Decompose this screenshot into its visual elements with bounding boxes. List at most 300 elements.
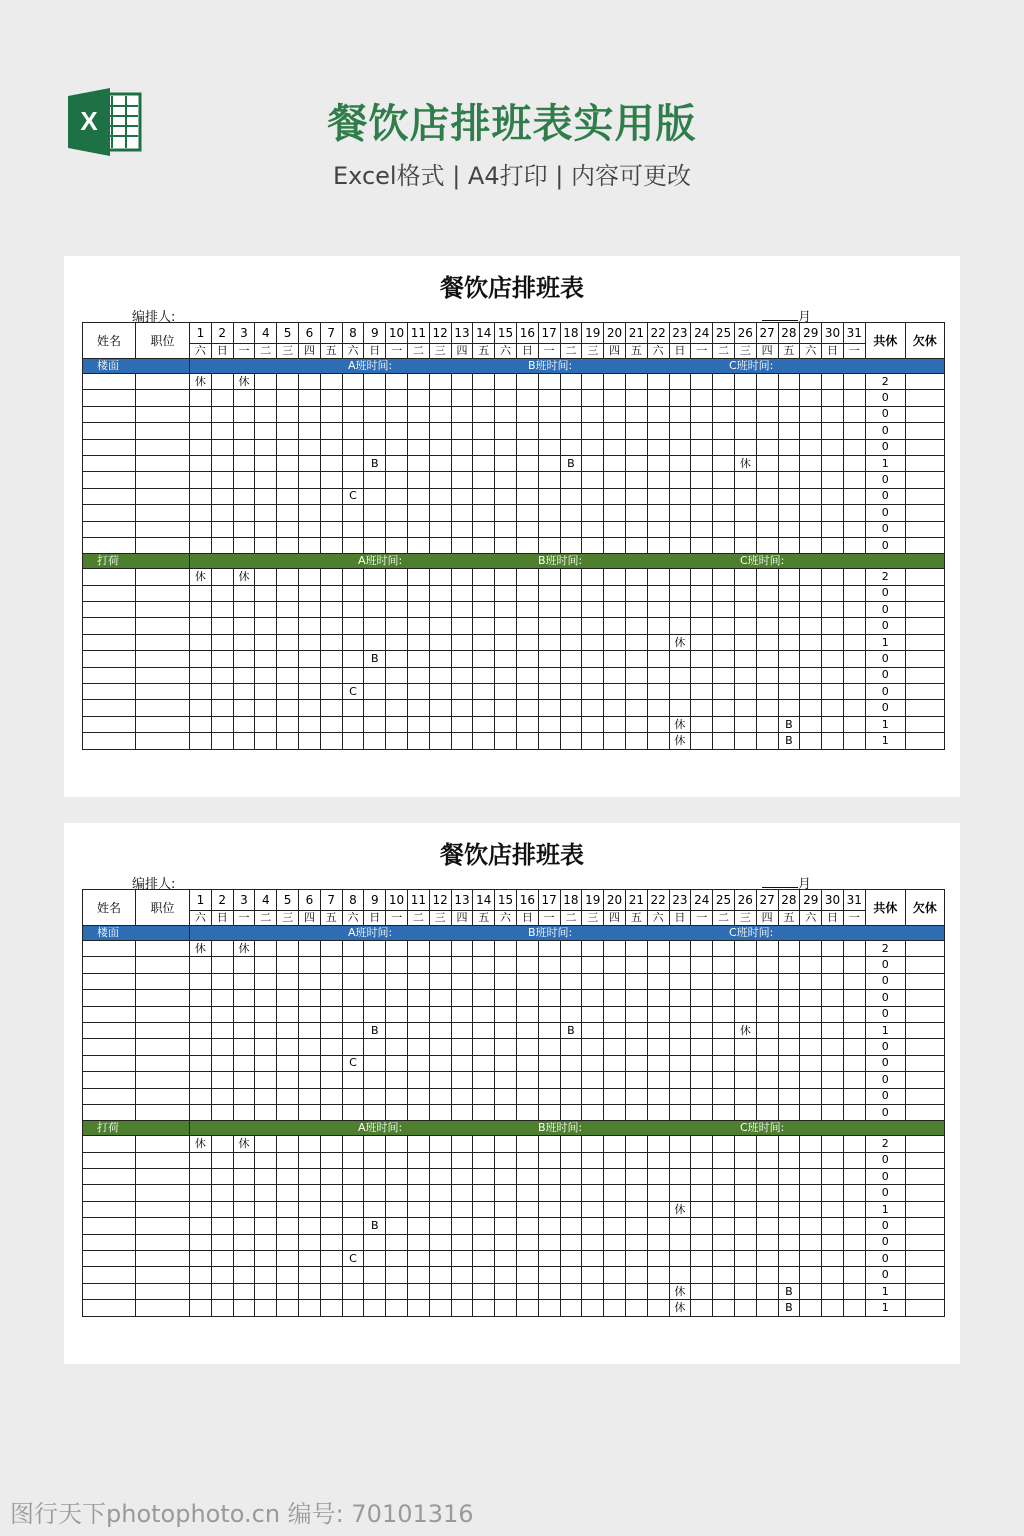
shift-cell[interactable]: [691, 651, 713, 667]
shift-cell[interactable]: [233, 537, 255, 553]
shift-cell[interactable]: [691, 990, 713, 1006]
shift-cell[interactable]: [495, 472, 517, 488]
shift-cell[interactable]: [538, 602, 560, 618]
shift-cell[interactable]: [277, 1152, 299, 1168]
shift-cell[interactable]: [778, 651, 800, 667]
shift-cell[interactable]: [451, 1104, 473, 1120]
shift-cell[interactable]: [429, 406, 451, 422]
shift-cell[interactable]: [669, 684, 691, 700]
shift-cell[interactable]: [386, 667, 408, 683]
shift-cell[interactable]: [647, 941, 669, 957]
shift-cell[interactable]: [604, 1251, 626, 1267]
shift-cell[interactable]: [451, 634, 473, 650]
shift-cell[interactable]: [582, 1300, 604, 1316]
shift-cell[interactable]: [538, 569, 560, 585]
shift-cell[interactable]: [298, 684, 320, 700]
shift-cell[interactable]: [713, 1169, 735, 1185]
shift-cell[interactable]: [669, 990, 691, 1006]
shift-cell[interactable]: [800, 1039, 822, 1055]
shift-cell[interactable]: [190, 716, 212, 732]
shift-cell[interactable]: [625, 1136, 647, 1152]
shift-cell[interactable]: [277, 406, 299, 422]
shift-cell[interactable]: [429, 1234, 451, 1250]
shift-cell[interactable]: [669, 1251, 691, 1267]
shift-cell[interactable]: [669, 1022, 691, 1038]
shift-cell[interactable]: [560, 488, 582, 504]
shift-cell[interactable]: 休: [669, 1283, 691, 1299]
shift-cell[interactable]: [407, 1039, 429, 1055]
shift-cell[interactable]: B: [364, 1022, 386, 1038]
shift-cell[interactable]: [277, 439, 299, 455]
shift-cell[interactable]: 休: [190, 941, 212, 957]
shift-cell[interactable]: [233, 406, 255, 422]
owed-rest-cell[interactable]: [905, 1055, 944, 1071]
shift-cell[interactable]: [734, 1267, 756, 1283]
owed-rest-cell[interactable]: [905, 1300, 944, 1316]
shift-cell[interactable]: [451, 973, 473, 989]
shift-cell[interactable]: [320, 1104, 342, 1120]
shift-cell[interactable]: [451, 667, 473, 683]
shift-cell[interactable]: [342, 667, 364, 683]
shift-cell[interactable]: [233, 1039, 255, 1055]
shift-cell[interactable]: [582, 1218, 604, 1234]
shift-cell[interactable]: [713, 1201, 735, 1217]
shift-cell[interactable]: [495, 1169, 517, 1185]
shift-cell[interactable]: [320, 1169, 342, 1185]
shift-cell[interactable]: [364, 1201, 386, 1217]
shift-cell[interactable]: [407, 1022, 429, 1038]
shift-cell[interactable]: [778, 957, 800, 973]
shift-cell[interactable]: [669, 1104, 691, 1120]
shift-cell[interactable]: [604, 634, 626, 650]
shift-cell[interactable]: [604, 585, 626, 601]
shift-cell[interactable]: [669, 423, 691, 439]
shift-cell[interactable]: [625, 618, 647, 634]
shift-cell[interactable]: [756, 1006, 778, 1022]
shift-cell[interactable]: [277, 634, 299, 650]
shift-cell[interactable]: [691, 1201, 713, 1217]
shift-cell[interactable]: [190, 455, 212, 471]
shift-cell[interactable]: [429, 733, 451, 749]
shift-cell[interactable]: [843, 537, 865, 553]
shift-cell[interactable]: [800, 1267, 822, 1283]
shift-cell[interactable]: [451, 423, 473, 439]
shift-cell[interactable]: [255, 700, 277, 716]
shift-cell[interactable]: [451, 472, 473, 488]
shift-cell[interactable]: [778, 488, 800, 504]
shift-cell[interactable]: [429, 667, 451, 683]
shift-cell[interactable]: [320, 1006, 342, 1022]
shift-cell[interactable]: [756, 585, 778, 601]
shift-cell[interactable]: [800, 1300, 822, 1316]
shift-cell[interactable]: [604, 716, 626, 732]
shift-cell[interactable]: [233, 1072, 255, 1088]
owed-rest-cell[interactable]: [905, 585, 944, 601]
shift-cell[interactable]: [342, 1234, 364, 1250]
shift-cell[interactable]: [669, 569, 691, 585]
shift-cell[interactable]: [625, 374, 647, 390]
shift-cell[interactable]: [800, 537, 822, 553]
shift-cell[interactable]: [734, 667, 756, 683]
employee-position-cell[interactable]: [136, 1039, 190, 1055]
shift-cell[interactable]: [647, 488, 669, 504]
shift-cell[interactable]: [473, 651, 495, 667]
employee-name-cell[interactable]: [83, 1201, 136, 1217]
shift-cell[interactable]: [560, 1039, 582, 1055]
shift-cell[interactable]: [822, 1072, 844, 1088]
shift-cell[interactable]: [800, 1022, 822, 1038]
shift-cell[interactable]: [495, 957, 517, 973]
shift-cell[interactable]: [822, 455, 844, 471]
shift-cell[interactable]: [364, 488, 386, 504]
employee-name-cell[interactable]: [83, 1072, 136, 1088]
shift-cell[interactable]: [582, 390, 604, 406]
shift-cell[interactable]: [734, 1185, 756, 1201]
shift-cell[interactable]: 休: [233, 1136, 255, 1152]
shift-cell[interactable]: [625, 423, 647, 439]
shift-cell[interactable]: [734, 973, 756, 989]
employee-name-cell[interactable]: [83, 505, 136, 521]
shift-cell[interactable]: [298, 521, 320, 537]
shift-cell[interactable]: [843, 1088, 865, 1104]
employee-position-cell[interactable]: [136, 1006, 190, 1022]
shift-cell[interactable]: [320, 1072, 342, 1088]
shift-cell[interactable]: [647, 569, 669, 585]
shift-cell[interactable]: [843, 733, 865, 749]
shift-cell[interactable]: [800, 651, 822, 667]
shift-cell[interactable]: [364, 1006, 386, 1022]
shift-cell[interactable]: [298, 1267, 320, 1283]
shift-cell[interactable]: [625, 941, 647, 957]
shift-cell[interactable]: [756, 1072, 778, 1088]
shift-cell[interactable]: [342, 990, 364, 1006]
shift-cell[interactable]: [364, 406, 386, 422]
shift-cell[interactable]: [756, 406, 778, 422]
owed-rest-cell[interactable]: [905, 1251, 944, 1267]
shift-cell[interactable]: [473, 374, 495, 390]
employee-position-cell[interactable]: [136, 1088, 190, 1104]
owed-rest-cell[interactable]: [905, 733, 944, 749]
shift-cell[interactable]: [822, 505, 844, 521]
shift-cell[interactable]: [843, 1218, 865, 1234]
shift-cell[interactable]: [756, 1088, 778, 1104]
shift-cell[interactable]: [386, 1185, 408, 1201]
shift-cell[interactable]: [298, 733, 320, 749]
shift-cell[interactable]: [604, 733, 626, 749]
shift-cell[interactable]: [298, 634, 320, 650]
shift-cell[interactable]: [560, 1251, 582, 1267]
shift-cell[interactable]: [298, 1152, 320, 1168]
shift-cell[interactable]: [255, 1006, 277, 1022]
shift-cell[interactable]: [822, 439, 844, 455]
shift-cell[interactable]: [255, 1039, 277, 1055]
employee-name-cell[interactable]: [83, 1006, 136, 1022]
shift-cell[interactable]: [582, 1136, 604, 1152]
shift-cell[interactable]: [778, 941, 800, 957]
shift-cell[interactable]: [560, 941, 582, 957]
shift-cell[interactable]: [756, 455, 778, 471]
shift-cell[interactable]: [560, 374, 582, 390]
shift-cell[interactable]: [516, 1055, 538, 1071]
shift-cell[interactable]: [734, 990, 756, 1006]
shift-cell[interactable]: [211, 602, 233, 618]
shift-cell[interactable]: [691, 618, 713, 634]
shift-cell[interactable]: B: [560, 1022, 582, 1038]
shift-cell[interactable]: [625, 667, 647, 683]
shift-cell[interactable]: [407, 716, 429, 732]
shift-cell[interactable]: [669, 973, 691, 989]
shift-cell[interactable]: [386, 1218, 408, 1234]
shift-cell[interactable]: [473, 1072, 495, 1088]
shift-cell[interactable]: [604, 569, 626, 585]
shift-cell[interactable]: [582, 667, 604, 683]
employee-position-cell[interactable]: [136, 1300, 190, 1316]
shift-cell[interactable]: [211, 618, 233, 634]
shift-cell[interactable]: [255, 1201, 277, 1217]
shift-cell[interactable]: [298, 569, 320, 585]
shift-cell[interactable]: [342, 1039, 364, 1055]
shift-cell[interactable]: [582, 716, 604, 732]
shift-cell[interactable]: [604, 1152, 626, 1168]
shift-cell[interactable]: [843, 406, 865, 422]
shift-cell[interactable]: [604, 1088, 626, 1104]
shift-cell[interactable]: [407, 634, 429, 650]
shift-cell[interactable]: [734, 585, 756, 601]
shift-cell[interactable]: [386, 569, 408, 585]
shift-cell[interactable]: [669, 585, 691, 601]
shift-cell[interactable]: [822, 423, 844, 439]
shift-cell[interactable]: [713, 1039, 735, 1055]
shift-cell[interactable]: [734, 1152, 756, 1168]
shift-cell[interactable]: [211, 569, 233, 585]
shift-cell[interactable]: [669, 941, 691, 957]
shift-cell[interactable]: [473, 1055, 495, 1071]
shift-cell[interactable]: [255, 651, 277, 667]
shift-cell[interactable]: [407, 700, 429, 716]
shift-cell[interactable]: [538, 406, 560, 422]
shift-cell[interactable]: [516, 1152, 538, 1168]
shift-cell[interactable]: [342, 406, 364, 422]
shift-cell[interactable]: [713, 634, 735, 650]
shift-cell[interactable]: [560, 1152, 582, 1168]
shift-cell[interactable]: [538, 1088, 560, 1104]
shift-cell[interactable]: [211, 1055, 233, 1071]
shift-cell[interactable]: [669, 1218, 691, 1234]
shift-cell[interactable]: [320, 585, 342, 601]
shift-cell[interactable]: [669, 1072, 691, 1088]
shift-cell[interactable]: [516, 602, 538, 618]
shift-cell[interactable]: [843, 700, 865, 716]
shift-cell[interactable]: [756, 537, 778, 553]
shift-cell[interactable]: [560, 973, 582, 989]
shift-cell[interactable]: [451, 505, 473, 521]
shift-cell[interactable]: [756, 990, 778, 1006]
shift-cell[interactable]: [800, 602, 822, 618]
shift-cell[interactable]: [516, 1006, 538, 1022]
shift-cell[interactable]: [255, 1185, 277, 1201]
shift-cell[interactable]: [495, 941, 517, 957]
shift-cell[interactable]: [582, 634, 604, 650]
shift-cell[interactable]: [320, 1185, 342, 1201]
shift-cell[interactable]: [756, 1283, 778, 1299]
shift-cell[interactable]: [451, 537, 473, 553]
shift-cell[interactable]: [778, 667, 800, 683]
shift-cell[interactable]: [669, 602, 691, 618]
shift-cell[interactable]: [582, 406, 604, 422]
shift-cell[interactable]: [538, 1072, 560, 1088]
shift-cell[interactable]: [625, 1185, 647, 1201]
shift-cell[interactable]: [298, 667, 320, 683]
shift-cell[interactable]: [407, 1300, 429, 1316]
employee-position-cell[interactable]: [136, 990, 190, 1006]
month-field[interactable]: 月: [762, 306, 811, 325]
shift-cell[interactable]: [386, 488, 408, 504]
shift-cell[interactable]: [320, 618, 342, 634]
shift-cell[interactable]: [560, 1055, 582, 1071]
shift-cell[interactable]: [320, 716, 342, 732]
shift-cell[interactable]: [211, 973, 233, 989]
shift-cell[interactable]: 休: [734, 455, 756, 471]
shift-cell[interactable]: [604, 957, 626, 973]
employee-position-cell[interactable]: [136, 618, 190, 634]
shift-cell[interactable]: [800, 1006, 822, 1022]
owed-rest-cell[interactable]: [905, 716, 944, 732]
shift-cell[interactable]: [560, 1218, 582, 1234]
shift-cell[interactable]: [473, 990, 495, 1006]
shift-cell[interactable]: [822, 374, 844, 390]
shift-cell[interactable]: [451, 1283, 473, 1299]
shift-cell[interactable]: [190, 439, 212, 455]
shift-cell[interactable]: [582, 1072, 604, 1088]
shift-cell[interactable]: [582, 684, 604, 700]
shift-cell[interactable]: [538, 684, 560, 700]
shift-cell[interactable]: [342, 1022, 364, 1038]
shift-cell[interactable]: [386, 733, 408, 749]
shift-cell[interactable]: [800, 390, 822, 406]
shift-cell[interactable]: [364, 1152, 386, 1168]
shift-cell[interactable]: [495, 1088, 517, 1104]
shift-cell[interactable]: [386, 1072, 408, 1088]
shift-cell[interactable]: [473, 1185, 495, 1201]
shift-cell[interactable]: [625, 651, 647, 667]
shift-cell[interactable]: [495, 684, 517, 700]
employee-name-cell[interactable]: [83, 1218, 136, 1234]
shift-cell[interactable]: [713, 973, 735, 989]
shift-cell[interactable]: [451, 1055, 473, 1071]
shift-cell[interactable]: [495, 1136, 517, 1152]
shift-cell[interactable]: [451, 569, 473, 585]
shift-cell[interactable]: [342, 941, 364, 957]
shift-cell[interactable]: [778, 439, 800, 455]
shift-cell[interactable]: [386, 990, 408, 1006]
shift-cell[interactable]: [255, 1088, 277, 1104]
shift-cell[interactable]: [625, 1283, 647, 1299]
owed-rest-cell[interactable]: [905, 684, 944, 700]
shift-cell[interactable]: [538, 651, 560, 667]
shift-cell[interactable]: [277, 1104, 299, 1120]
shift-cell[interactable]: [190, 1088, 212, 1104]
employee-position-cell[interactable]: [136, 521, 190, 537]
shift-cell[interactable]: [211, 684, 233, 700]
shift-cell[interactable]: [822, 990, 844, 1006]
shift-cell[interactable]: [800, 1251, 822, 1267]
shift-cell[interactable]: [233, 957, 255, 973]
shift-cell[interactable]: [822, 1169, 844, 1185]
shift-cell[interactable]: [713, 1234, 735, 1250]
shift-cell[interactable]: [451, 684, 473, 700]
shift-cell[interactable]: [647, 1088, 669, 1104]
shift-cell[interactable]: [756, 1152, 778, 1168]
shift-cell[interactable]: [756, 423, 778, 439]
shift-cell[interactable]: [843, 374, 865, 390]
shift-cell[interactable]: [429, 390, 451, 406]
shift-cell[interactable]: [582, 1185, 604, 1201]
shift-cell[interactable]: [560, 684, 582, 700]
shift-cell[interactable]: [233, 667, 255, 683]
shift-cell[interactable]: [560, 585, 582, 601]
owed-rest-cell[interactable]: [905, 406, 944, 422]
shift-cell[interactable]: [233, 472, 255, 488]
shift-cell[interactable]: [691, 1185, 713, 1201]
shift-cell[interactable]: [320, 505, 342, 521]
shift-cell[interactable]: [298, 455, 320, 471]
shift-cell[interactable]: [822, 1201, 844, 1217]
shift-cell[interactable]: [516, 1283, 538, 1299]
shift-cell[interactable]: [669, 1006, 691, 1022]
shift-cell[interactable]: [407, 1006, 429, 1022]
shift-cell[interactable]: [320, 439, 342, 455]
shift-cell[interactable]: [516, 651, 538, 667]
shift-cell[interactable]: [625, 1055, 647, 1071]
employee-position-cell[interactable]: [136, 957, 190, 973]
employee-name-cell[interactable]: [83, 488, 136, 504]
shift-cell[interactable]: [734, 505, 756, 521]
employee-position-cell[interactable]: [136, 537, 190, 553]
shift-cell[interactable]: [516, 716, 538, 732]
shift-cell[interactable]: [756, 651, 778, 667]
employee-name-cell[interactable]: [83, 990, 136, 1006]
shift-cell[interactable]: [429, 1169, 451, 1185]
shift-cell[interactable]: [560, 667, 582, 683]
shift-cell[interactable]: [495, 1022, 517, 1038]
shift-cell[interactable]: [778, 406, 800, 422]
shift-cell[interactable]: [364, 1088, 386, 1104]
shift-cell[interactable]: [190, 973, 212, 989]
shift-cell[interactable]: [625, 1300, 647, 1316]
shift-cell[interactable]: [451, 1022, 473, 1038]
shift-cell[interactable]: [778, 472, 800, 488]
shift-cell[interactable]: [843, 1300, 865, 1316]
owed-rest-cell[interactable]: [905, 1039, 944, 1055]
shift-cell[interactable]: [822, 684, 844, 700]
shift-cell[interactable]: [604, 439, 626, 455]
shift-cell[interactable]: [386, 585, 408, 601]
shift-cell[interactable]: [473, 1300, 495, 1316]
shift-cell[interactable]: [211, 390, 233, 406]
shift-cell[interactable]: [778, 1267, 800, 1283]
shift-cell[interactable]: [778, 1201, 800, 1217]
shift-cell[interactable]: [320, 684, 342, 700]
shift-cell[interactable]: [429, 1152, 451, 1168]
shift-cell[interactable]: [233, 1267, 255, 1283]
shift-cell[interactable]: [778, 990, 800, 1006]
shift-cell[interactable]: [669, 651, 691, 667]
shift-cell[interactable]: [495, 1152, 517, 1168]
shift-cell[interactable]: [756, 1136, 778, 1152]
shift-cell[interactable]: [211, 1006, 233, 1022]
shift-cell[interactable]: [342, 634, 364, 650]
shift-cell[interactable]: C: [342, 684, 364, 700]
